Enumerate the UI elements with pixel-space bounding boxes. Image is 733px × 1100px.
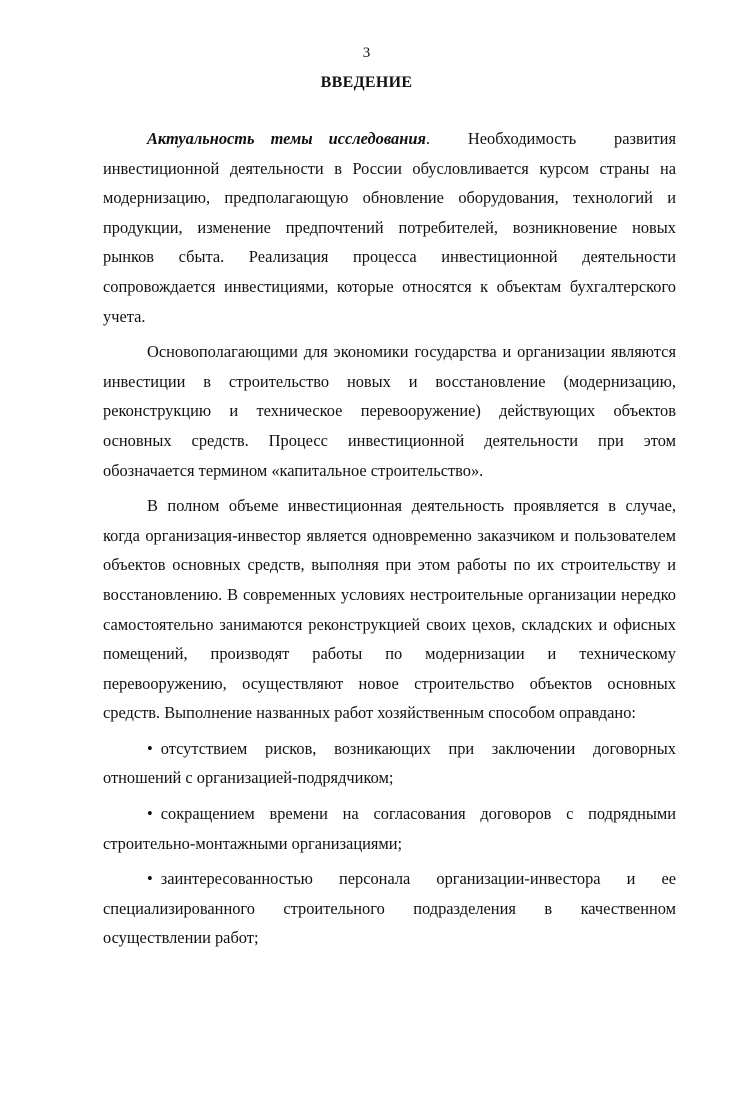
body-paragraph: Основополагающими для экономики государства и организации являются инвестиции в строительство новых и восстановление (модернизацию, реконструкцию и техническое перевооружение) действующих объектов основных средств. Процесс инвестиционной деятельности при этом обозначается термином «капитальное строительство». — [103, 342, 676, 480]
intro-lead — [147, 129, 426, 148]
bullet-item — [103, 864, 676, 953]
bullet-text: сокращением времени на согласования договоров с подрядными строительно-монтажными организациями; — [103, 804, 676, 853]
lead-word: исследования — [328, 129, 426, 148]
bullet-icon: • — [147, 804, 153, 824]
bullet-list — [103, 734, 676, 953]
lead-word: Актуальность — [147, 129, 255, 148]
bullet-text: заинтересованностью персонала организации-инвестора и ее специализированного строительного подразделения в качественном осуществлении работ; — [103, 869, 676, 948]
bullet-icon: • — [147, 738, 153, 758]
bullet-item — [103, 734, 676, 793]
section-heading: ВВЕДЕНИЕ — [320, 74, 413, 91]
document-body — [103, 124, 676, 959]
body-paragraph: В полном объеме инвестиционная деятельность проявляется в случае, когда организация-инвестор является одновременно заказчиком и пользователем объектов основных средств, выполняя при этом работы по их строительству и восстановлению. В современных условиях нестроительные организации нередко самостоятельно занимаются реконструкцией своих цехов, складских и офисных помещений, производят работы по модернизации и техническому перевооружению, осуществляют новое строительство объектов основных средств. Выполнение названных работ хозяйственным способом оправдано: — [103, 496, 676, 723]
lead-word: темы — [270, 129, 313, 148]
page-number: 3 — [362, 45, 371, 61]
intro-text: Необходимость развития инвестиционной деятельности в России обусловливается курсом страны на модернизацию, предполагающую обновление оборудования, технологий и продукции, изменение предпочтений потребителей, возникновение новых рынков сбыта. Реализация процесса инвестиционной деятельности сопровождается инвестициями, которые относятся к объектам бухгалтерского учета. — [103, 129, 676, 326]
lead-punct: . — [425, 129, 431, 148]
bullet-icon: • — [147, 869, 153, 889]
bullet-item — [103, 799, 676, 858]
bullet-text: отсутствием рисков, возникающих при заключении договорных отношений с организацией-подрядчиком; — [103, 738, 676, 788]
intro-paragraph — [103, 124, 676, 331]
